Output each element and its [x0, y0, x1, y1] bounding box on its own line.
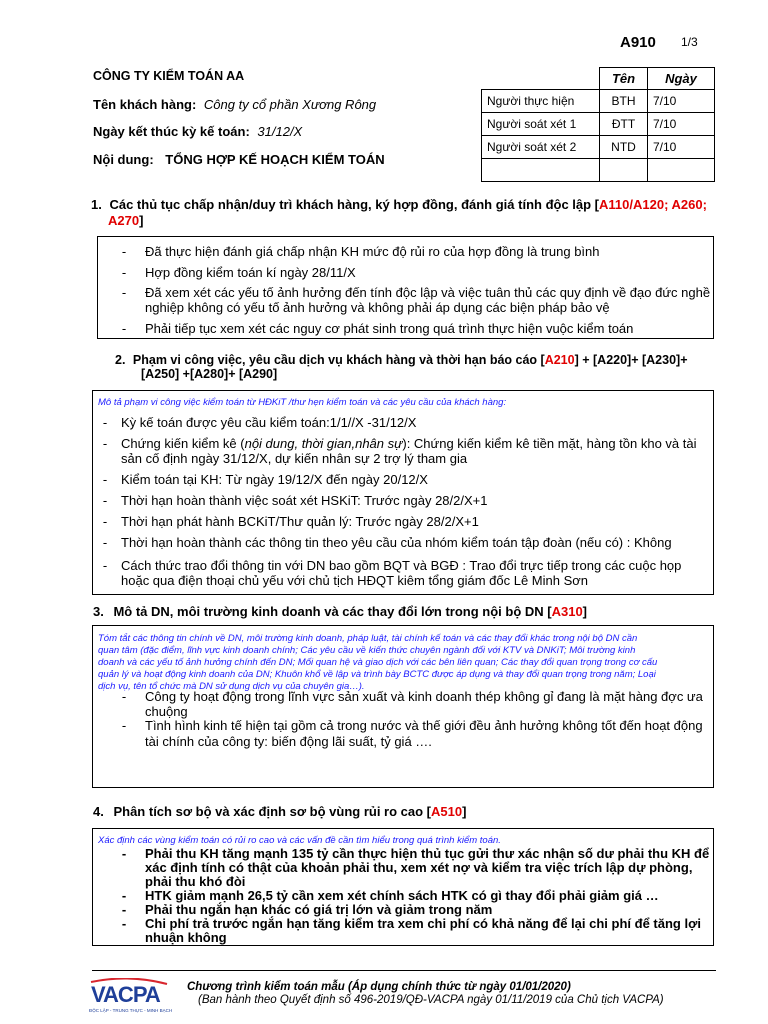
- section-1-heading-line2: [108, 213, 143, 228]
- section-1-item-cont: nghiệp không có yếu tố ảnh hưởng và không phải áp dụng các biện pháp bảo vệ: [145, 300, 610, 315]
- section-title: Phạm vi công việc, yêu cầu dịch vụ khách hàng và thời hạn báo cáo [: [132, 353, 545, 367]
- section-ref: A510: [431, 804, 463, 819]
- signoff-row: [482, 159, 715, 182]
- logo-subtext: ĐỘC LẬP - TRUNG THỰC - MINH BẠCH: [89, 1008, 173, 1013]
- signoff-name: NTD: [600, 136, 648, 159]
- client-row: [93, 97, 376, 112]
- footer-divider: [92, 970, 716, 971]
- signoff-row: [482, 136, 715, 159]
- section-2-note: Mô tả phạm vi công việc kiểm toán từ HĐKiT /thư hẹn kiểm toán và các yêu cầu của khách hàng:: [98, 397, 507, 408]
- signoff-empty-header: [482, 68, 600, 90]
- signoff-role: Người soát xét 2: [482, 136, 600, 159]
- client-label: Tên khách hàng:: [93, 97, 197, 112]
- section-4-item-cont: phải thu khó đòi: [145, 874, 246, 889]
- section-ref: A210: [544, 353, 575, 367]
- section-ref: A310: [551, 604, 583, 619]
- section-ref: A110/A120; A260;: [599, 197, 707, 212]
- content-label: Nội dung:: [93, 152, 154, 167]
- signoff-date: 7/10: [648, 113, 715, 136]
- signoff-role: Người soát xét 1: [482, 113, 600, 136]
- section-3-item-cont: tài chính của công ty: biến động lãi suất, tỷ giá ….: [145, 734, 432, 749]
- vacpa-logo: [89, 978, 173, 1018]
- signoff-name-header: Tên: [600, 68, 648, 90]
- period-row: [93, 124, 302, 139]
- section-number: 2.: [115, 353, 126, 367]
- bracket-close: ]: [462, 804, 467, 819]
- signoff-name: [600, 159, 648, 182]
- section-title: Các thủ tục chấp nhận/duy trì khách hàng, ký hợp đồng, đánh giá tính độc lập [: [109, 197, 600, 212]
- section-2-item-cont: hoặc qua điện thoại chủ yếu với chủ tịch HĐQT kiêm tổng giám đốc Lê Minh Sơn: [121, 573, 589, 588]
- signoff-name: ĐTT: [600, 113, 648, 136]
- section-number: 4.: [93, 804, 104, 819]
- signoff-role: Người thực hiện: [482, 90, 600, 113]
- bracket-close: ]: [139, 213, 144, 228]
- signoff-table: [481, 67, 715, 182]
- signoff-name: BTH: [600, 90, 648, 113]
- section-number: 1.: [91, 197, 102, 212]
- section-title: Mô tả DN, môi trường kinh doanh và các thay đổi lớn trong nội bộ DN [: [113, 604, 552, 619]
- section-4-item-cont: nhuận không: [145, 930, 227, 945]
- bracket-close: ]: [582, 604, 588, 619]
- signoff-date: 7/10: [648, 90, 715, 113]
- signoff-row: [482, 90, 715, 113]
- signoff-date: 7/10: [648, 136, 715, 159]
- section-2-heading-line2: [A250] +[A280]+ [A290]: [141, 367, 278, 381]
- section-2-heading: [115, 353, 688, 367]
- section-3-item-cont: chuộng: [145, 704, 188, 719]
- content-value: TỔNG HỢP KẾ HOẠCH KIỂM TOÁN: [165, 152, 385, 167]
- section-3-note: Tóm tắt các thông tin chính về DN, môi trường kinh doanh, pháp luật, tài chính kế toán và các thay đổi khác trong nội bộ DN cần quan tâm (đặc điểm, lĩnh vực kinh doanh chính; Các yêu cầu về kiến thức chuyên ngành đối với KTV và DNKiT; Môi trường kinh doanh và các yếu tố ảnh hưởng chính đến DN; Mối quan hệ và giao dịch với các bên liên quan; Các thay đổi quan trọng trong cơ cấu quản lý và hoạt động kinh doanh của DN; Khuôn khổ về lập và trình bày BCTC được áp dụng và thay đổi quan trọng trong năm; Loại dịch vụ, tên tổ chức mà DN sử dụng dịch vụ của chuyên gia…).: [98, 633, 658, 692]
- period-label: Ngày kết thúc kỳ kế toán:: [93, 124, 250, 139]
- footer-line-2: (Ban hành theo Quyết định số 496-2019/QĐ-VACPA ngày 01/11/2019 của Chủ tịch VACPA): [198, 994, 664, 1006]
- signoff-role: [482, 159, 600, 182]
- period-value: 31/12/X: [257, 124, 303, 139]
- logo-text: VACPA: [91, 982, 160, 1007]
- document-code: A910: [620, 34, 656, 51]
- signoff-date: [648, 159, 715, 182]
- page-number: 1/3: [681, 35, 698, 49]
- section-ref: A270: [108, 213, 140, 228]
- section-3-heading: [93, 604, 587, 619]
- signoff-row: [482, 113, 715, 136]
- section-2-item-cont: sản cố định ngày 31/12/X, dự kiến nhân sự 2 trợ lý tham gia: [121, 451, 468, 466]
- company-name: CÔNG TY KIỂM TOÁN AA: [93, 69, 245, 83]
- section-title: Phân tích sơ bộ và xác định sơ bộ vùng rủi ro cao [: [113, 804, 432, 819]
- content-row: [93, 152, 385, 167]
- section-1-heading: [91, 197, 707, 213]
- section-4-heading: [93, 804, 466, 819]
- signoff-date-header: Ngày: [648, 68, 715, 90]
- section-title-cont: ] + [A220]+ [A230]+: [574, 353, 688, 367]
- client-value: Công ty cổ phần Xương Rông: [203, 97, 377, 112]
- section-4-item-cont: xác định tính có thật của khoản phải thu, xem xét nợ và kiểm tra việc trích lập dự phòng,: [145, 860, 693, 875]
- section-number: 3.: [93, 604, 104, 619]
- footer-line-1: Chương trình kiểm toán mẫu (Áp dụng chính thức từ ngày 01/01/2020): [187, 981, 571, 993]
- section-4-note: Xác định các vùng kiểm toán có rủi ro cao và các vấn đề cần tìm hiểu trong quá trình kiểm toán.: [98, 835, 501, 846]
